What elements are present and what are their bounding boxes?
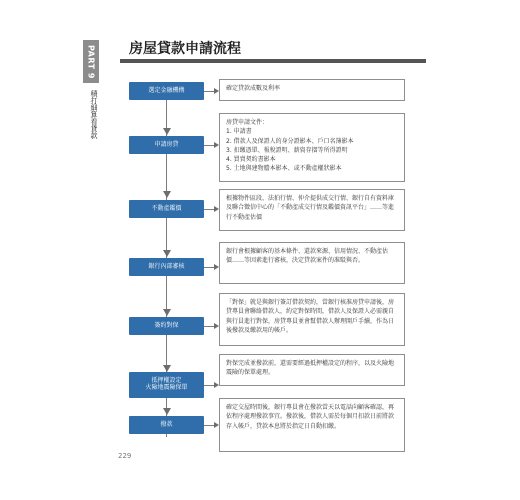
connector-arrow-icon [204, 91, 217, 92]
arrow-down-icon [163, 250, 171, 257]
step-mortgage-insurance-label: 抵押權設定 火險地震險保單 [145, 377, 188, 391]
detail-box-contract: 「對保」就是與銀行簽訂借款契約，當銀行核准房貸申請後，房貸專員會聯絡借款人，約定對保時間，借款人及保證人必需親自與行員進行對保，房貸專員並會幫借款人辦理開戶手續，作為日後撥款及繳款用的帳戶。 [219, 293, 405, 346]
connector-arrow-icon [204, 145, 217, 146]
detail-box-rate: 確定貸款成數及利率 [219, 79, 405, 101]
step-select-bank: 選定金融機構 [129, 82, 204, 100]
detail-box-review: 銀行會根據顧客的基本條件、還款來源、信用情況、不動產估價……等因素進行審核，決定貸款案件的准駁與否。 [219, 242, 405, 284]
detail-box-appraisal: 根據物件區段、法拍行情、仲介提供成交行情、銀行自有資料庫及聯合徵信中心的「不動產成交行情及鑑價資訊平台」……等進行不動產估價 [219, 189, 405, 231]
arrow-down-icon [163, 191, 171, 198]
detail-box-disbursement: 確定交屋時間後，銀行專員會在撥款當天以電話向顧客確認，再依程序處理撥款事宜。撥款後，借款人需於每個月扣款日前將款存入帳戶，貸款本息將於指定日自動扣繳。 [219, 398, 405, 452]
connector-arrow-icon [204, 385, 217, 386]
connector-arrow-icon [204, 209, 217, 210]
step-sign-contract: 簽約對保 [129, 317, 204, 335]
arrow-down-icon [163, 408, 171, 415]
chapter-side-label: 積打細算看貸款 [90, 90, 98, 139]
arrow-down-icon [163, 365, 171, 372]
part-tab: PART 9 [83, 40, 99, 83]
step-disbursement: 撥款 [129, 416, 204, 434]
arrow-down-icon [163, 309, 171, 316]
title-divider [120, 59, 426, 63]
step-appraisal: 不動產鑑價 [129, 200, 204, 218]
page-title: 房屋貸款申請流程 [129, 41, 241, 57]
connector-arrow-icon [204, 326, 217, 327]
step-internal-review: 銀行內部審核 [129, 258, 204, 276]
connector-arrow-icon [204, 425, 217, 426]
step-mortgage-insurance [129, 372, 204, 398]
detail-box-insurance: 對保完成並撥款前，還需要經過抵押權設定的程序，以及火險地震險的保單處理。 [219, 354, 405, 386]
step-apply-mortgage: 申請房貸 [129, 136, 204, 154]
page-number: 229 [118, 452, 132, 460]
connector-arrow-icon [204, 267, 217, 268]
arrow-down-icon [163, 128, 171, 135]
detail-box-documents: 房貸申請文件： 1. 申請書 2. 借款人及保證人的身分證影本、戶口名簿影本 3. 扣繳憑單、報稅證明、薪資存摺等所得證明 4. 買賣契約書影本 5. 土地與建物謄本影本、或不動產權狀影本 [219, 113, 405, 182]
